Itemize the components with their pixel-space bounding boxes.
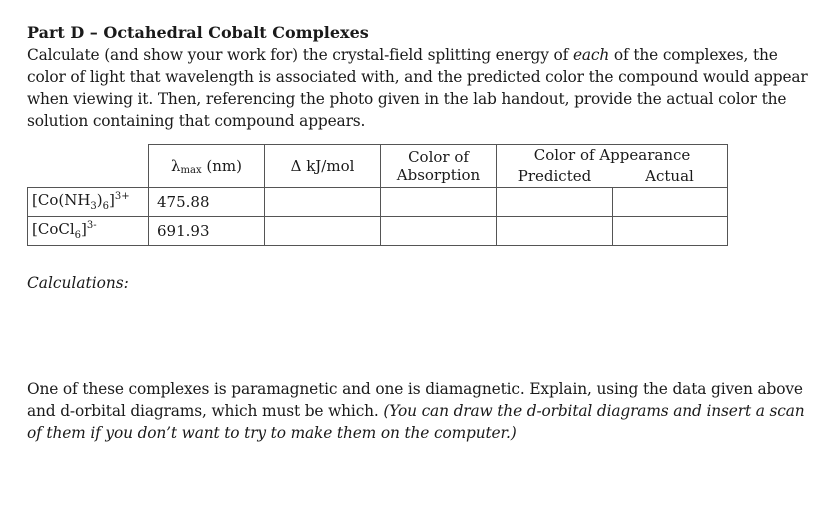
absorption-cell[interactable] bbox=[381, 217, 497, 246]
instructions-emphasis: each bbox=[572, 46, 610, 64]
predicted-cell[interactable] bbox=[497, 217, 613, 246]
complex-label-sub: 3 bbox=[90, 201, 97, 212]
lambda-unit: (nm) bbox=[201, 156, 242, 175]
instructions-text-2: of the complexes, the color of light that wavelength is associated with, and the predicted color the compound would appear when viewing it. Then, referencing the photo given in the lab handout, provide the actual color the solution containing that compound appears. bbox=[27, 46, 808, 130]
complex-label-text: ) bbox=[96, 191, 103, 209]
document-page bbox=[27, 22, 817, 442]
complex-label-cell bbox=[28, 217, 149, 246]
question-note: (You can draw the d-orbital diagrams and insert a scan of them if you don’t want to try to make them on the computer.) bbox=[27, 402, 805, 442]
header-predicted: Predicted bbox=[497, 165, 613, 188]
header-absorption-line1: Color of bbox=[408, 148, 469, 166]
question-paragraph bbox=[27, 378, 817, 444]
complex-charge: 3+ bbox=[114, 191, 130, 202]
lambda-subscript: max bbox=[180, 164, 202, 176]
complex-label-sub: 6 bbox=[74, 230, 82, 241]
question-text: One of these complexes is paramagnetic and one is diamagnetic. Explain, using the data given above and d-orbital diagrams, which must be which. bbox=[27, 380, 803, 420]
table-row bbox=[28, 188, 728, 217]
complex-label-text: ] bbox=[109, 191, 115, 209]
header-color-absorption bbox=[381, 145, 497, 188]
complex-charge: 3- bbox=[86, 220, 97, 231]
data-table bbox=[27, 144, 728, 246]
table-header-row bbox=[28, 145, 728, 166]
actual-cell[interactable] bbox=[612, 217, 728, 246]
instructions-text-1: Calculate (and show your work for) the crystal-field splitting energy of bbox=[27, 46, 573, 64]
energy-cell[interactable] bbox=[265, 188, 381, 217]
header-color-appearance: Color of Appearance bbox=[497, 145, 728, 166]
lambda-symbol: λ bbox=[171, 156, 181, 175]
header-blank-corner bbox=[28, 145, 149, 188]
predicted-cell[interactable] bbox=[497, 188, 613, 217]
section-title: Part D – Octahedral Cobalt Complexes bbox=[27, 23, 369, 42]
instructions-paragraph bbox=[27, 44, 817, 132]
actual-cell[interactable] bbox=[612, 188, 728, 217]
lambda-value-cell[interactable]: 475.88 bbox=[149, 188, 265, 217]
complex-label-text: [CoCl bbox=[32, 220, 75, 238]
header-absorption-line2: Absorption bbox=[396, 166, 481, 184]
complex-label-text: ] bbox=[81, 220, 87, 238]
complex-label-cell bbox=[28, 188, 149, 217]
data-table-wrapper bbox=[27, 144, 728, 246]
complex-label-sub: 6 bbox=[102, 201, 110, 212]
header-lambda-max bbox=[149, 145, 265, 188]
lambda-value-cell[interactable]: 691.93 bbox=[149, 217, 265, 246]
energy-cell[interactable] bbox=[265, 217, 381, 246]
header-energy: Δ kJ/mol bbox=[265, 145, 381, 188]
complex-label-text: [Co(NH bbox=[32, 191, 91, 209]
absorption-cell[interactable] bbox=[381, 188, 497, 217]
calculations-label: Calculations: bbox=[27, 274, 129, 292]
table-row bbox=[28, 217, 728, 246]
header-actual: Actual bbox=[612, 165, 728, 188]
